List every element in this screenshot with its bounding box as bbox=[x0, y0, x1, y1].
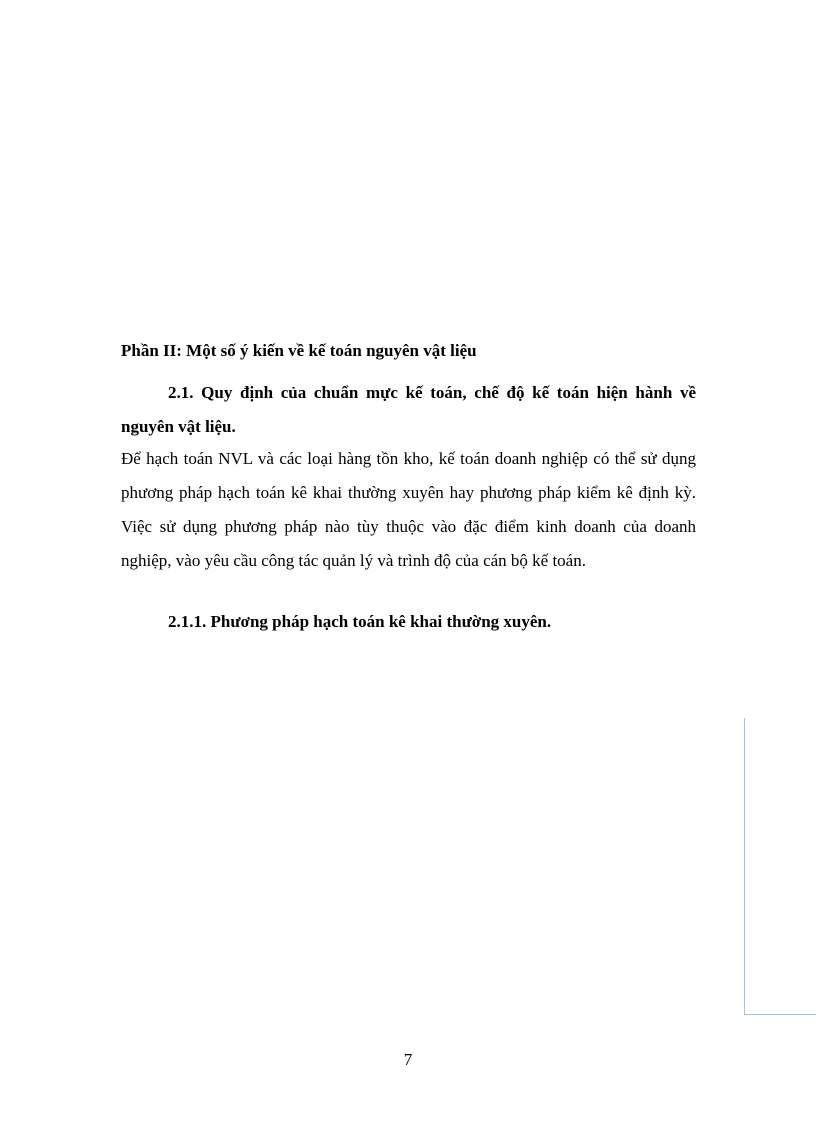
page-number: 7 bbox=[403, 1050, 413, 1069]
body-paragraph: Để hạch toán NVL và các loại hàng tồn kho, kế toán doanh nghiệp có thể sử dụng phương pháp hạch toán kê khai thường xuyên hay phương pháp kiểm kê định kỳ. Việc sử dụng phương pháp nào tùy thuộc vào đặc điểm kinh doanh của doanh nghiệp, vào yêu cầu công tác quản lý và trình độ của cán bộ kế toán. bbox=[121, 449, 696, 570]
margin-frame-decoration bbox=[744, 718, 816, 1015]
part-heading: Phần II: Một số ý kiến về kế toán nguyên vật liệu bbox=[121, 341, 477, 360]
section-heading: 2.1. Quy định của chuẩn mực kế toán, chế độ kế toán hiện hành về nguyên vật liệu. bbox=[121, 383, 696, 436]
subsection-heading: 2.1.1. Phương pháp hạch toán kê khai thường xuyên. bbox=[168, 612, 552, 631]
